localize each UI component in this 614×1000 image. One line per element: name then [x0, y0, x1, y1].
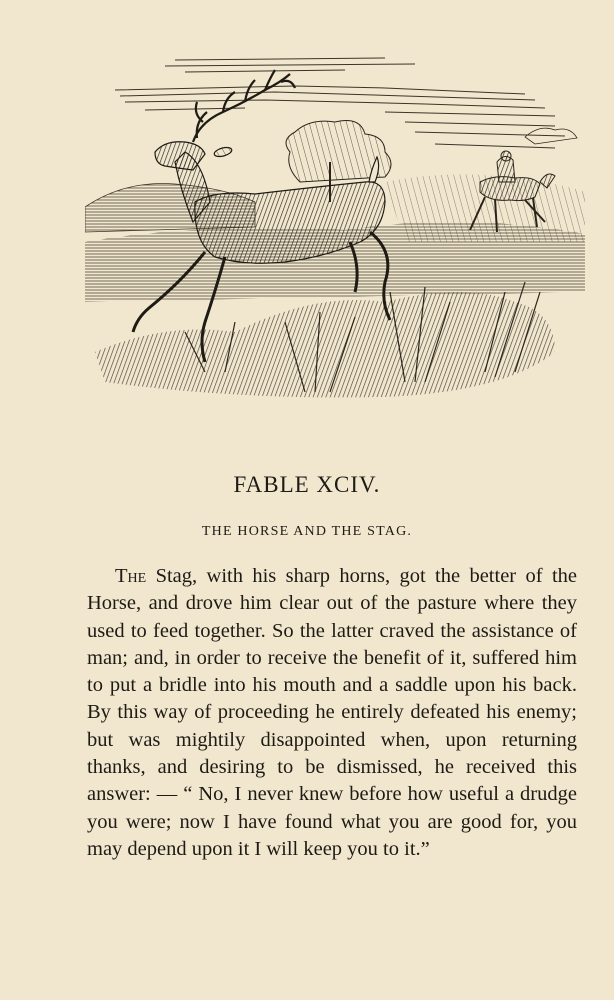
fable-text [87, 563, 577, 863]
fable-body-text: Stag, with his sharp horns, got the better of the Horse, and drove him clear out of the pasture where they used to feed together. So the latter craved the assistance of man; and, in order to receive the benefit of it, suffered him to put a bridle into his mouth and a saddle upon his back. By this way of proceeding he entirely defeated his enemy; but was mightily disappointed when, upon returning thanks, and desiring to be dismissed, he received this answer: — “ No, I never knew before how useful a drudge you were; now I have found what you are good for, you may depend upon it I will keep you to it.” [87, 565, 577, 860]
stag-icon [85, 52, 585, 402]
stag-engraving-illustration [85, 52, 585, 402]
fable-paragraph [87, 563, 577, 863]
fable-number-heading: FABLE XCIV. [233, 472, 381, 497]
fable-title: THE HORSE AND THE STAG. [201, 524, 413, 539]
fable-first-word: The [115, 565, 147, 587]
antler-icon [193, 70, 295, 142]
